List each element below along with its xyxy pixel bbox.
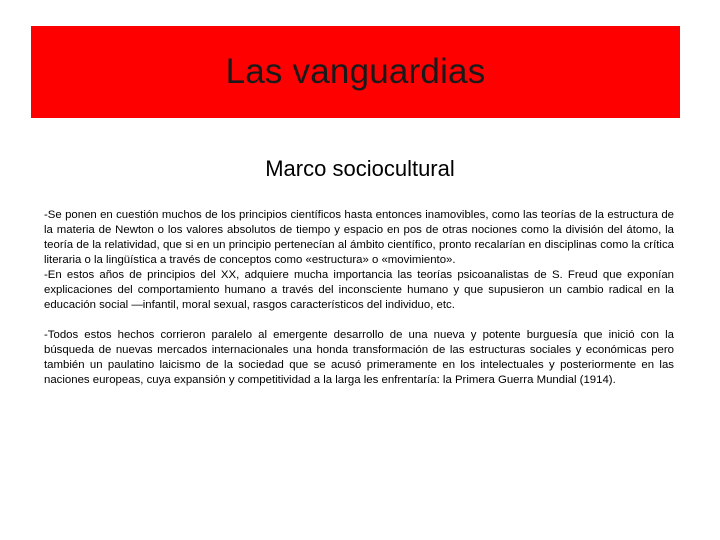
paragraph-science: -Se ponen en cuestión muchos de los principios científicos hasta entonces inamovibles, como las teorías de la estructura de la materia de Newton o los valores absolutos de tiempo y espacio en pos de otras nociones como la división del átomo, la teoría de la relatividad, que si en un principio pertenecían al ámbito científico, pronto recalarían en disciplinas como la crítica literaria o la lingüística a través de conceptos como «estructura» o «movimiento». bbox=[44, 209, 674, 266]
title-banner bbox=[31, 26, 680, 118]
slide-title: Las vanguardias bbox=[225, 52, 486, 91]
paragraph-bourgeoisie: -Todos estos hechos corrieron paralelo al emergente desarrollo de una nueva y potente burguesía que inició con la búsqueda de nuevas mercados internacionales una honda transformación de las estructuras sociales y económicas pero también un paulatino laicismo de la sociedad que se acusó primeramente en los intelectuales y posteriormente en las naciones europeas, cuya expansión y competitividad a la larga les enfrentaría: la Primera Guerra Mundial (1914). bbox=[44, 329, 674, 386]
slide-subtitle: Marco sociocultural bbox=[265, 156, 455, 181]
slide-body bbox=[44, 208, 674, 388]
paragraph-psychoanalysis: -En estos años de principios del XX, adquiere mucha importancia las teorías psicoanalistas de S. Freud que exponían explicaciones del comportamiento humano a través del inconsciente humano y que supusieron un cambio radical en la educación social —infantil, moral sexual, rasgos característicos del individuo, etc. bbox=[44, 269, 674, 311]
